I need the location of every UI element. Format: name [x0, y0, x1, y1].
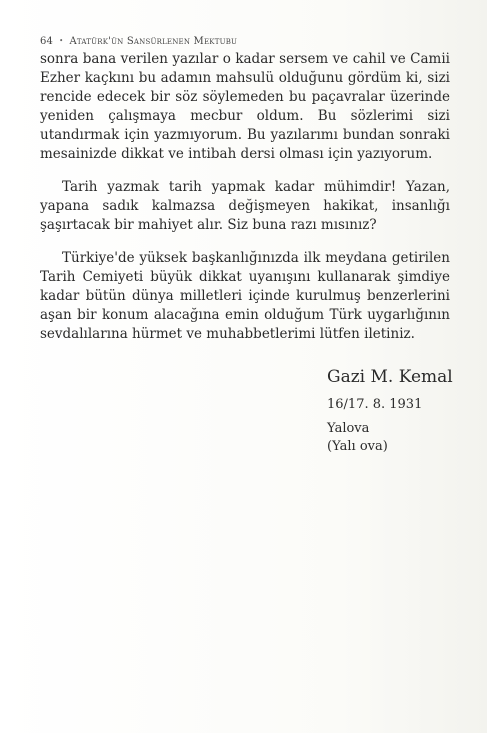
header-separator: • — [59, 37, 64, 45]
signature-date: 16/17. 8. 1931 — [327, 397, 423, 412]
paragraph-2: Tarih yazmak tarih yapmak kadar mühimdir! Yazan, yapana sadık kalmazsa değişmeyen hakikat, insanlığı şaşırtacak bir mahiyet alır. Siz buna razı mısınız? — [40, 179, 450, 233]
signature-name: Gazi M. Kemal — [327, 367, 453, 387]
signature-place-note: (Yalı ova) — [327, 439, 388, 454]
signature-block — [327, 366, 477, 456]
signature-place: Yalova — [327, 421, 370, 436]
book-title: Atatürk'ün Sansürlenen Mektubu — [69, 36, 238, 47]
page-number: 64 — [40, 36, 54, 47]
running-header — [40, 36, 237, 47]
letter-body — [40, 50, 450, 358]
paragraph-1: sonra bana verilen yazılar o kadar sersem ve cahil ve Camii Ezher kaçkını bu adamın mahsulü olduğunu gördüm ki, sizi rencide edecek bir söz söylemeden bu paçavralar üzerinde yeniden çalışmaya mecbur oldum. Bu sözlerimi sizi utandırmak için yazmıyorum. Bu yazılarımı bundan sonraki mesainizde dikkat ve intibah dersi olması için yazıyorum. — [40, 51, 450, 162]
paragraph-3: Türkiye'de yüksek başkanlığınızda ilk meydana getirilen Tarih Cemiyeti büyük dikkat uyanışını kullanarak şimdiye kadar bütün dünya milletleri içinde kurulmuş benzerlerini aşan bir konum alacağına emin olduğum Türk uygarlığının sevdalılarına hürmet ve muhabbetlerimi lütfen iletiniz. — [40, 250, 450, 342]
